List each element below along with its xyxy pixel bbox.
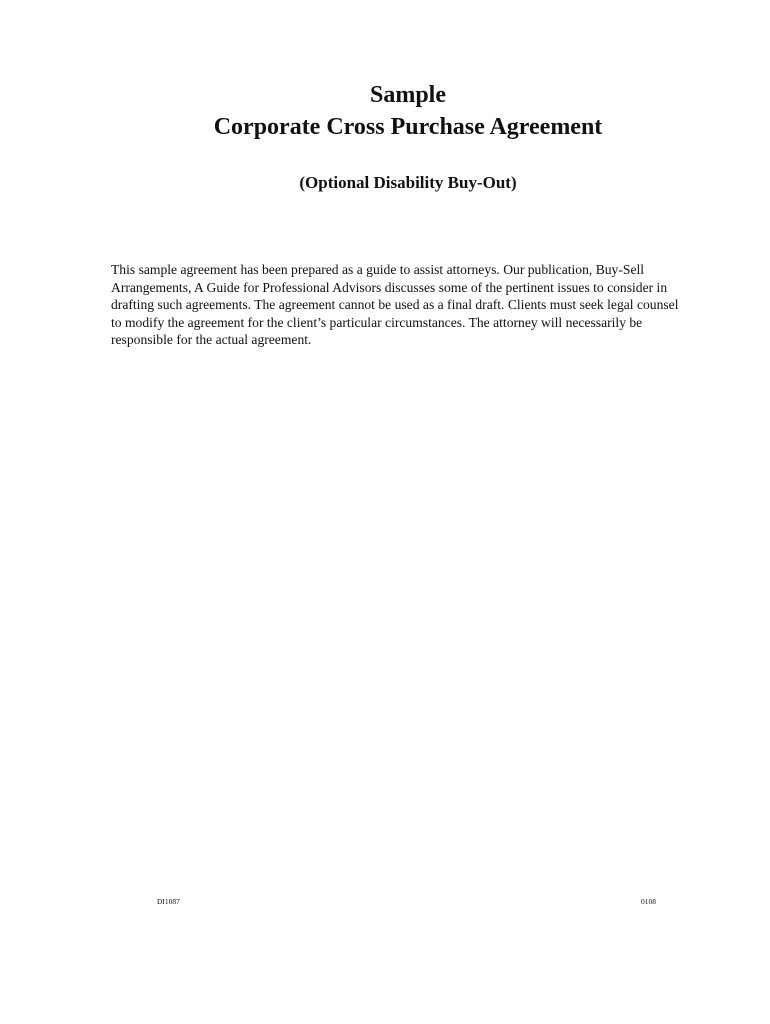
- intro-line: This sample agreement has been prepared as a guide to assist attorneys. Our publication, Buy-Sell: [111, 262, 645, 277]
- intro-line: responsible for the actual agreement.: [111, 332, 312, 348]
- document-title-line-1: Sample: [369, 82, 446, 108]
- document-subtitle: (Optional Disability Buy-Out): [299, 173, 517, 192]
- document-title-line-2: Corporate Cross Purchase Agreement: [213, 114, 603, 140]
- intro-line: to modify the agreement for the client’s particular circumstances. The attorney will necessarily be: [111, 314, 643, 330]
- intro-paragraph: [111, 261, 679, 349]
- intro-line: drafting such agreements. The agreement cannot be used as a final draft. Clients must seek legal counsel: [111, 297, 679, 313]
- footer-form-code: DI1087: [157, 897, 180, 906]
- intro-line: Arrangements, A Guide for Professional Advisors discusses some of the pertinent issues to consider in: [111, 279, 668, 295]
- footer-date-code: 0108: [641, 897, 656, 906]
